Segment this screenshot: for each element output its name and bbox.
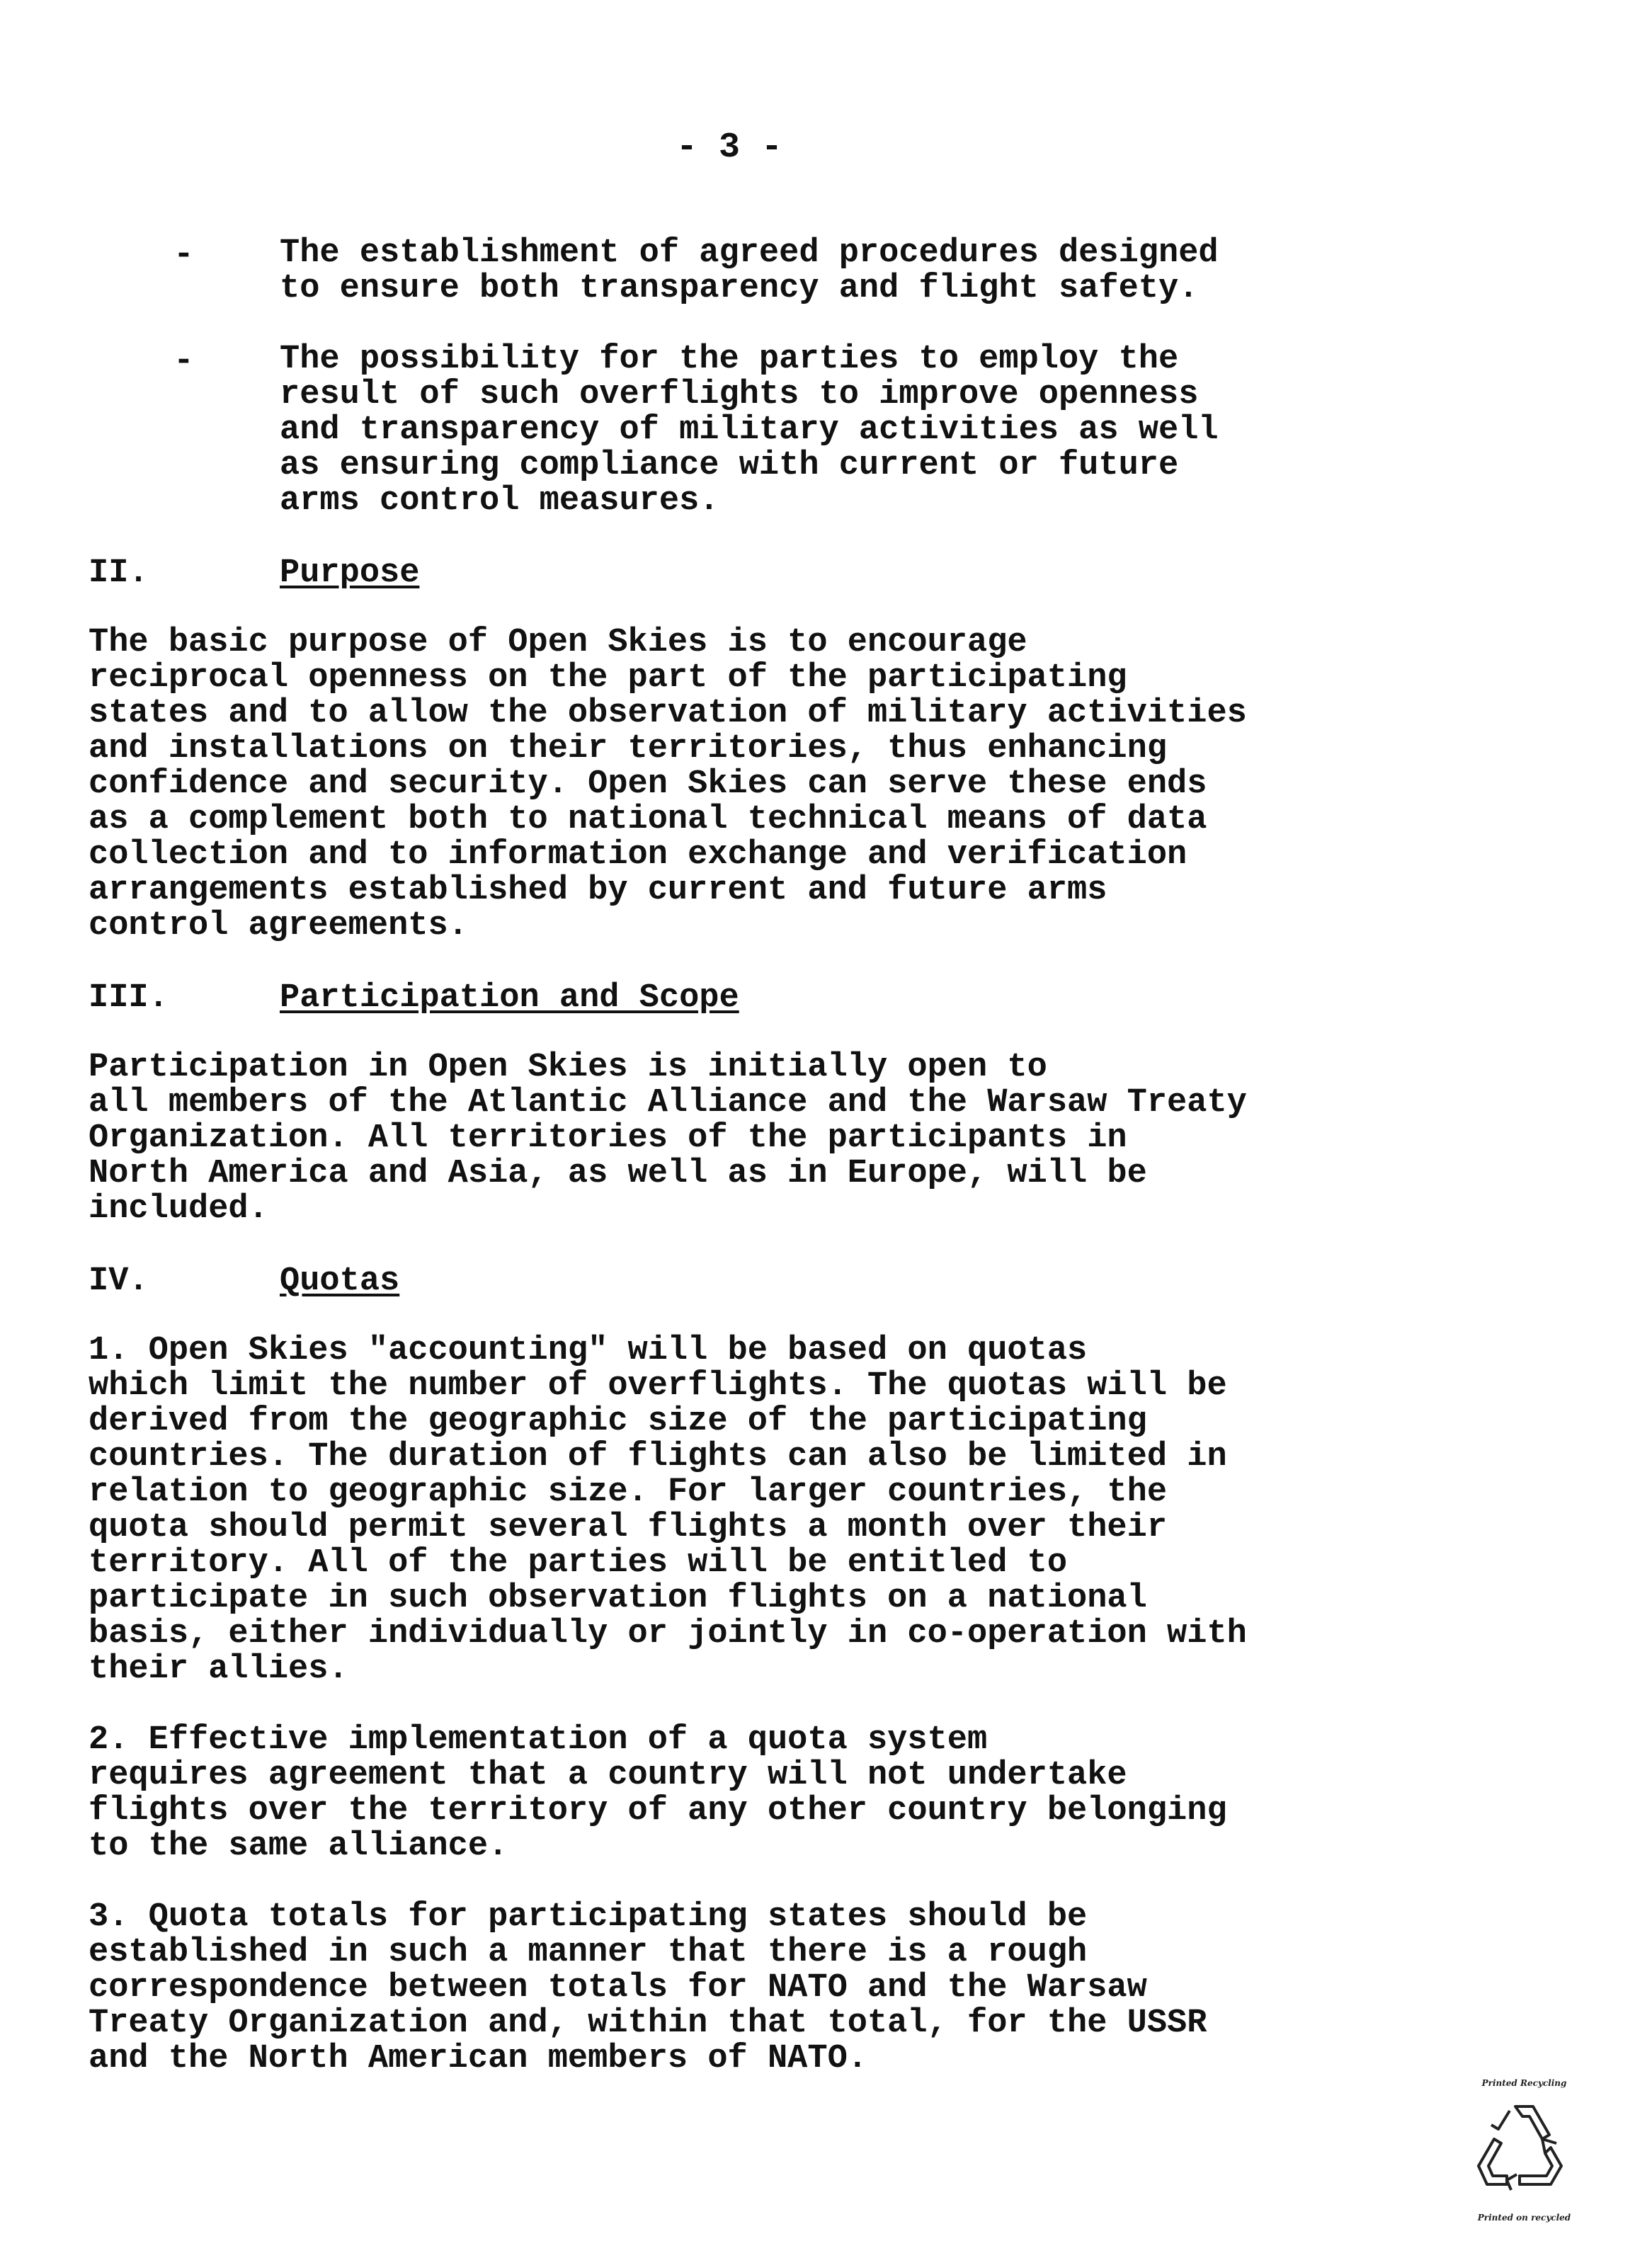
recycle-mark [1466, 2078, 1583, 2230]
bullet-line: The establishment of agreed procedures designed [280, 234, 1219, 272]
paragraph-line: Participation in Open Skies is initially open to [89, 1049, 1047, 1086]
paragraph-line: 1. Open Skies "accounting" will be based on quotas [89, 1332, 1088, 1369]
paragraph-line: and installations on their territories, thus enhancing [89, 730, 1168, 768]
paragraph-line: derived from the geographic size of the participating [89, 1403, 1147, 1440]
section-title: Participation and Scope [280, 979, 739, 1017]
paragraph-line: states and to allow the observation of military activities [89, 695, 1247, 732]
paragraph-line: The basic purpose of Open Skies is to encourage [89, 624, 1027, 661]
paragraph-line: their allies. [89, 1650, 348, 1688]
recycle-icon [1466, 2092, 1583, 2209]
paragraph-line: requires agreement that a country will not undertake [89, 1757, 1127, 1794]
paragraph-line: quota should permit several flights a month over their [89, 1509, 1168, 1546]
section-title: Quotas [280, 1262, 400, 1300]
paragraph-line: Organization. All territories of the participants in [89, 1119, 1127, 1157]
paragraph-line: 2. Effective implementation of a quota system [89, 1721, 988, 1759]
paragraph-line: correspondence between totals for NATO and the Warsaw [89, 1969, 1147, 2007]
bullet-line: arms control measures. [280, 482, 719, 520]
bullet-line: and transparency of military activities as well [280, 411, 1219, 449]
bullet-line: as ensuring compliance with current or future [280, 447, 1179, 484]
paragraph-line: arrangements established by current and future arms [89, 872, 1107, 909]
paragraph-line: included. [89, 1190, 268, 1228]
paragraph-line: as a complement both to national technical means of data [89, 801, 1207, 838]
paragraph-line: North America and Asia, as well as in Europe, will be [89, 1155, 1147, 1192]
bullet-dash: - [173, 342, 194, 380]
paragraph-line: participate in such observation flights on a national [89, 1580, 1147, 1617]
bullet-dash: - [173, 236, 194, 274]
section-number: III. [89, 979, 169, 1017]
paragraph-line: control agreements. [89, 907, 468, 945]
paragraph-line: collection and to information exchange and verification [89, 836, 1187, 874]
bullet-line: to ensure both transparency and flight safety. [280, 270, 1199, 307]
recycle-top-text: Printed Recycling [1481, 2078, 1567, 2088]
paragraph-line: relation to geographic size. For larger countries, the [89, 1473, 1168, 1511]
paragraph-line: to the same alliance. [89, 1827, 508, 1865]
paragraph-line: 3. Quota totals for participating states should be [89, 1898, 1088, 1936]
paragraph-line: basis, either individually or jointly in co-operation with [89, 1615, 1247, 1653]
paragraph-line: all members of the Atlantic Alliance and the Warsaw Treaty [89, 1084, 1247, 1122]
paragraph-line: and the North American members of NATO. [89, 2040, 867, 2077]
bullet-line: result of such overflights to improve openness [280, 376, 1199, 414]
page-number: - 3 - [676, 127, 783, 168]
paragraph-line: countries. The duration of flights can also be limited in [89, 1438, 1227, 1476]
recycle-bottom-text: Printed on recycled [1477, 2213, 1571, 2223]
paragraph-line: Treaty Organization and, within that total, for the USSR [89, 2005, 1207, 2042]
paragraph-line: which limit the number of overflights. The quotas will be [89, 1367, 1227, 1405]
section-number: IV. [89, 1262, 149, 1300]
paragraph-line: reciprocal openness on the part of the participating [89, 659, 1127, 697]
section-number: II. [89, 554, 149, 592]
paragraph-line: established in such a manner that there is a rough [89, 1934, 1088, 1971]
paragraph-line: confidence and security. Open Skies can serve these ends [89, 765, 1207, 803]
paragraph-line: territory. All of the parties will be entitled to [89, 1544, 1068, 1582]
section-title: Purpose [280, 554, 420, 592]
bullet-line: The possibility for the parties to employ the [280, 341, 1179, 378]
paragraph-line: flights over the territory of any other country belonging [89, 1792, 1227, 1830]
